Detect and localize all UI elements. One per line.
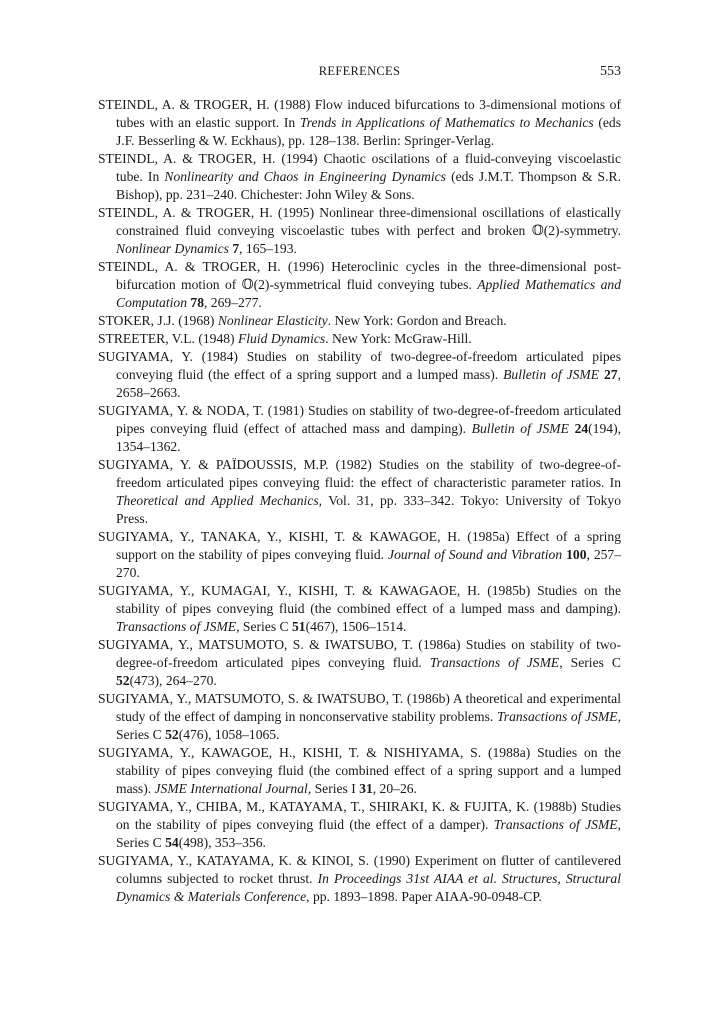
- ref-text: STEINDL, A. & TROGER, H. (1994) Chaotic oscilations of a fluid-conveying viscoelastic tube. In: [98, 151, 621, 184]
- ref-text: , 269–277.: [204, 295, 262, 310]
- ref-text: (476), 1058–1065.: [178, 727, 280, 742]
- reference-list: [98, 96, 621, 906]
- ref-text: STREETER, V.L. (1948): [98, 331, 238, 346]
- ref-text: STEINDL, A. & TROGER, H. (1988) Flow induced bifurcations to 3-dimensional motions of tubes with an elastic support. In: [98, 97, 621, 130]
- ref-source-title: Applied Mathematics and Computation: [116, 277, 621, 310]
- reference-entry: [98, 402, 621, 456]
- ref-text: SUGIYAMA, Y., KUMAGAI, Y., KISHI, T. & KAWAGAOE, H. (1985b) Studies on the stability of pipes conveying fluid (the combined effect of a lumped mass and damping).: [98, 583, 621, 616]
- reference-entry: [98, 582, 621, 636]
- reference-entry: [98, 636, 621, 690]
- running-head-title: REFERENCES: [318, 64, 401, 78]
- ref-text: , Series C: [116, 709, 621, 742]
- ref-text: SUGIYAMA, Y. & PAÏDOUSSIS, M.P. (1982) Studies on the stability of two-degree-of-freedom articulated pipes conveying fluid: the effect of characteristic parameter ratios. In: [98, 457, 621, 490]
- reference-entry: [98, 528, 621, 582]
- ref-text: , pp. 1893–1898. Paper AIAA-90-0948-CP.: [306, 889, 542, 904]
- reference-entry: [98, 690, 621, 744]
- ref-text: , Series I: [307, 781, 360, 796]
- reference-entry: [98, 348, 621, 402]
- ref-text: STOKER, J.J. (1968): [98, 313, 218, 328]
- reference-entry: [98, 852, 621, 906]
- reference-entry: [98, 258, 621, 312]
- ref-source-title: In Proceedings 31st AIAA et al. Structures, Structural Dynamics & Materials Conference: [116, 871, 621, 904]
- ref-text: SUGIYAMA, Y., MATSUMOTO, S. & IWATSUBO, T. (1986a) Studies on stability of two-degree-of-freedom articulated pipes conveying fluid.: [98, 637, 621, 670]
- ref-source-title: Transactions of JSME: [493, 817, 618, 832]
- ref-source-title: Nonlinear Dynamics: [116, 241, 229, 256]
- reference-entry: [98, 798, 621, 852]
- ref-text: , Series C: [559, 655, 622, 670]
- ref-text: SUGIYAMA, Y. & NODA, T. (1981) Studies on stability of two-degree-of-freedom articulated pipes conveying fluid (effect of attached mass and damping).: [98, 403, 621, 436]
- reference-entry: [98, 150, 621, 204]
- ref-volume: 31: [359, 781, 373, 796]
- ref-volume: 51: [291, 619, 306, 634]
- ref-source-title: Trends in Applications of Mathematics to Mechanics: [299, 115, 594, 130]
- ref-text: SUGIYAMA, Y., MATSUMOTO, S. & IWATSUBO, T. (1986b) A theoretical and experimental study of the effect of damping in nonconservative stability problems.: [98, 691, 621, 724]
- ref-text: (194), 1354–1362.: [116, 421, 621, 454]
- ref-volume: 78: [190, 295, 204, 310]
- ref-text: (eds J.M.T. Thompson & S.R. Bishop), pp. 231–240. Chichester: John Wiley & Sons.: [116, 169, 621, 202]
- ref-volume: 54: [165, 835, 179, 850]
- ref-text: SUGIYAMA, Y., KAWAGOE, H., KISHI, T. & NISHIYAMA, S. (1988a) Studies on the stability of pipes conveying fluid (the combined effect of a spring support and a lumped mass).: [98, 745, 621, 796]
- ref-source-title: Nonlinearity and Chaos in Engineering Dynamics: [164, 169, 446, 184]
- ref-volume: 52: [165, 727, 179, 742]
- ref-text: SUGIYAMA, Y. (1984) Studies on stability of two-degree-of-freedom articulated pipes conveying fluid (the effect of a spring support and a lumped mass).: [98, 349, 621, 382]
- ref-source-title: Fluid Dynamics: [237, 331, 326, 346]
- ref-text: , Vol. 31, pp. 333–342. Tokyo: University of Tokyo Press.: [116, 493, 622, 526]
- reference-entry: [98, 330, 621, 348]
- ref-text: SUGIYAMA, Y., TANAKA, Y., KISHI, T. & KAWAGOE, H. (1985a) Effect of a spring support on the stability of pipes conveying fluid.: [98, 529, 621, 562]
- ref-source-title: Transactions of JSME: [429, 655, 560, 670]
- ref-source-title: Transactions of JSME: [496, 709, 618, 724]
- ref-volume: 7: [232, 241, 240, 256]
- ref-text: (473), 264–270.: [129, 673, 217, 688]
- ref-source-title: Journal of Sound and Vibration: [388, 547, 563, 562]
- ref-text: (eds J.F. Besserling & W. Eckhaus), pp. 128–138. Berlin: Springer-Verlag.: [116, 115, 622, 148]
- ref-volume: 24: [574, 421, 589, 436]
- reference-entry: [98, 312, 621, 330]
- ref-volume: 27: [604, 367, 618, 382]
- ref-source-title: Bulletin of JSME: [471, 421, 569, 436]
- reference-entry: [98, 204, 621, 258]
- reference-entry: [98, 744, 621, 798]
- ref-text: STEINDL, A. & TROGER, H. (1995) Nonlinear three-dimensional oscillations of elastically constrained fluid conveying viscoelastic tubes with perfect and broken 𝕆(2)-symmetry.: [98, 205, 621, 238]
- reference-entry: [98, 96, 621, 150]
- ref-text: (498), 353–356.: [178, 835, 266, 850]
- ref-source-title: Theoretical and Applied Mechanics: [116, 493, 319, 508]
- ref-text: . New York: McGraw-Hill.: [325, 331, 472, 346]
- ref-text: , 20–26.: [372, 781, 417, 796]
- ref-text: SUGIYAMA, Y., CHIBA, M., KATAYAMA, T., SHIRAKI, K. & FUJITA, K. (1988b) Studies on the stability of pipes conveying fluid (the effect of a damper).: [98, 799, 621, 832]
- ref-source-title: Nonlinear Elasticity: [217, 313, 328, 328]
- ref-text: , 257–270.: [116, 547, 622, 580]
- ref-text: , Series C: [236, 619, 292, 634]
- ref-text: . New York: Gordon and Breach.: [327, 313, 507, 328]
- ref-source-title: Bulletin of JSME: [503, 367, 600, 382]
- ref-text: , Series C: [116, 817, 621, 850]
- ref-text: SUGIYAMA, Y., KATAYAMA, K. & KINOI, S. (1990) Experiment on flutter of cantilevered columns subjected to rocket thrust.: [98, 853, 621, 886]
- ref-source-title: JSME International Journal: [154, 781, 308, 796]
- ref-text: STEINDL, A. & TROGER, H. (1996) Heteroclinic cycles in the three-dimensional post-bifurcation motion of 𝕆(2)-symmetrical fluid conveying tubes.: [98, 259, 621, 292]
- ref-volume: 52: [116, 673, 130, 688]
- reference-entry: [98, 456, 621, 528]
- ref-text: (467), 1506–1514.: [305, 619, 407, 634]
- page-header: [98, 64, 621, 84]
- page-number: 553: [600, 64, 621, 79]
- ref-source-title: Transactions of JSME: [116, 619, 237, 634]
- ref-text: , 2658–2663.: [116, 367, 621, 400]
- ref-volume: 100: [566, 547, 587, 562]
- ref-text: , 165–193.: [239, 241, 297, 256]
